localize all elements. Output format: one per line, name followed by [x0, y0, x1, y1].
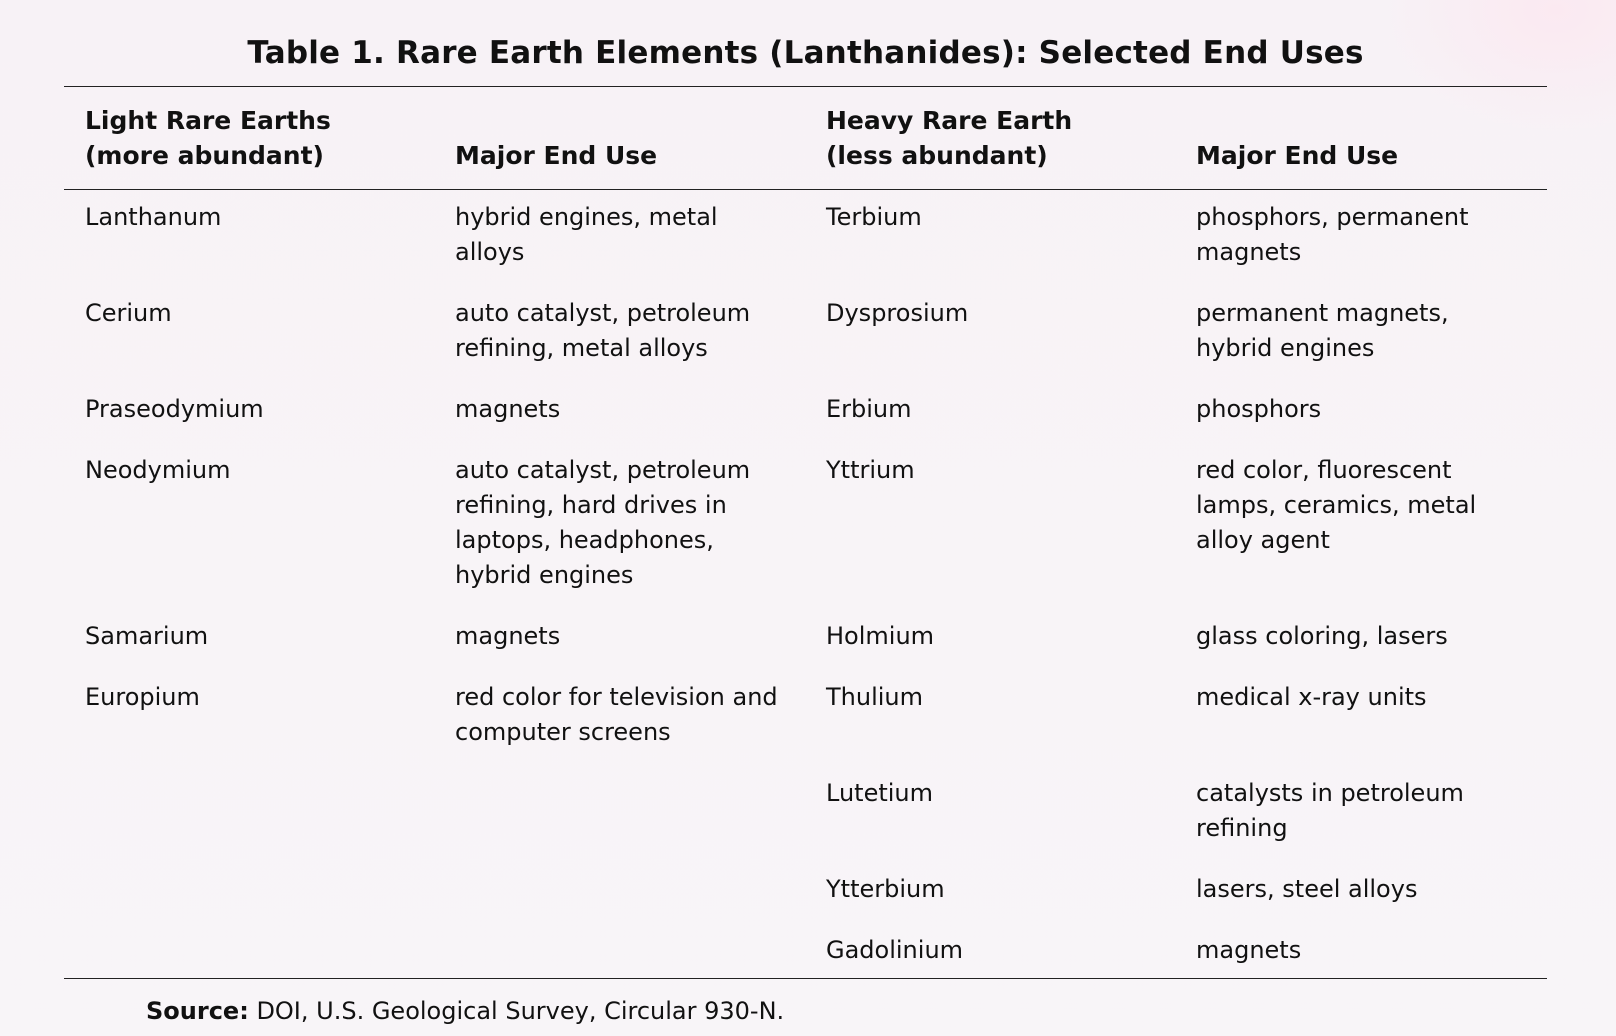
header-heavy-rare-earth [805, 87, 1175, 190]
heavy-end-use: magnets [1196, 936, 1302, 964]
light-end-use: red color for television and computer screens [455, 683, 778, 746]
table-row [64, 190, 1547, 289]
table-row [64, 672, 1547, 768]
header-light-rare-earths [64, 87, 434, 190]
heavy-element: Thulium [826, 683, 924, 711]
heavy-end-use: permanent magnets, hybrid engines [1196, 299, 1449, 362]
source-note [146, 993, 1547, 1029]
light-end-use: magnets [455, 395, 561, 423]
heavy-element: Holmium [826, 622, 935, 650]
light-element [64, 768, 434, 864]
heavy-end-use: medical x-ray units [1196, 683, 1427, 711]
source-label: Source: [146, 997, 249, 1025]
heavy-element: Yttrium [826, 456, 915, 484]
header-heavy-line-2: (less abundant) [826, 141, 1048, 170]
table-header [64, 87, 1547, 190]
heavy-element: Erbium [826, 395, 912, 423]
header-light-major-end-use: Major End Use [434, 87, 805, 190]
light-element: Neodymium [85, 456, 231, 484]
light-end-use [434, 925, 805, 979]
light-end-use: auto catalyst, petroleum refining, hard drives in laptops, headphones, hybrid engines [455, 456, 751, 589]
header-heavy-line-1: Heavy Rare Earth [826, 106, 1073, 135]
rare-earth-table [64, 87, 1547, 979]
table-row [64, 384, 1547, 445]
header-light-line-1: Light Rare Earths [85, 106, 331, 135]
heavy-element: Ytterbium [826, 875, 945, 903]
light-element: Cerium [85, 299, 172, 327]
table-title: Table 1. Rare Earth Elements (Lanthanides): Selected End Uses [64, 0, 1547, 87]
heavy-end-use: phosphors, permanent magnets [1196, 203, 1469, 266]
light-end-use: magnets [455, 622, 561, 650]
table-body [64, 190, 1547, 979]
heavy-end-use: catalysts in petroleum refining [1196, 779, 1464, 842]
table-row [64, 768, 1547, 864]
heavy-element: Dysprosium [826, 299, 969, 327]
light-end-use [434, 768, 805, 864]
heavy-element: Gadolinium [826, 936, 964, 964]
table-row [64, 611, 1547, 672]
light-end-use: hybrid engines, metal alloys [455, 203, 718, 266]
light-element: Praseodymium [85, 395, 264, 423]
table-row [64, 925, 1547, 979]
heavy-end-use: red color, fluorescent lamps, ceramics, metal alloy agent [1196, 456, 1477, 554]
table-row [64, 445, 1547, 611]
table-row [64, 288, 1547, 384]
light-element: Lanthanum [85, 203, 222, 231]
light-end-use: auto catalyst, petroleum refining, metal alloys [455, 299, 751, 362]
heavy-element: Terbium [826, 203, 922, 231]
document [64, 0, 1547, 1029]
light-element [64, 925, 434, 979]
light-element [64, 864, 434, 925]
header-light-line-2: (more abundant) [85, 141, 324, 170]
heavy-end-use: glass coloring, lasers [1196, 622, 1448, 650]
light-element: Europium [85, 683, 200, 711]
heavy-end-use: lasers, steel alloys [1196, 875, 1418, 903]
light-element: Samarium [85, 622, 209, 650]
source-text: DOI, U.S. Geological Survey, Circular 930-N. [256, 997, 785, 1025]
heavy-end-use: phosphors [1196, 395, 1322, 423]
header-heavy-major-end-use: Major End Use [1175, 87, 1547, 190]
header-row [64, 87, 1547, 190]
table-row [64, 864, 1547, 925]
light-end-use [434, 864, 805, 925]
heavy-element: Lutetium [826, 779, 934, 807]
